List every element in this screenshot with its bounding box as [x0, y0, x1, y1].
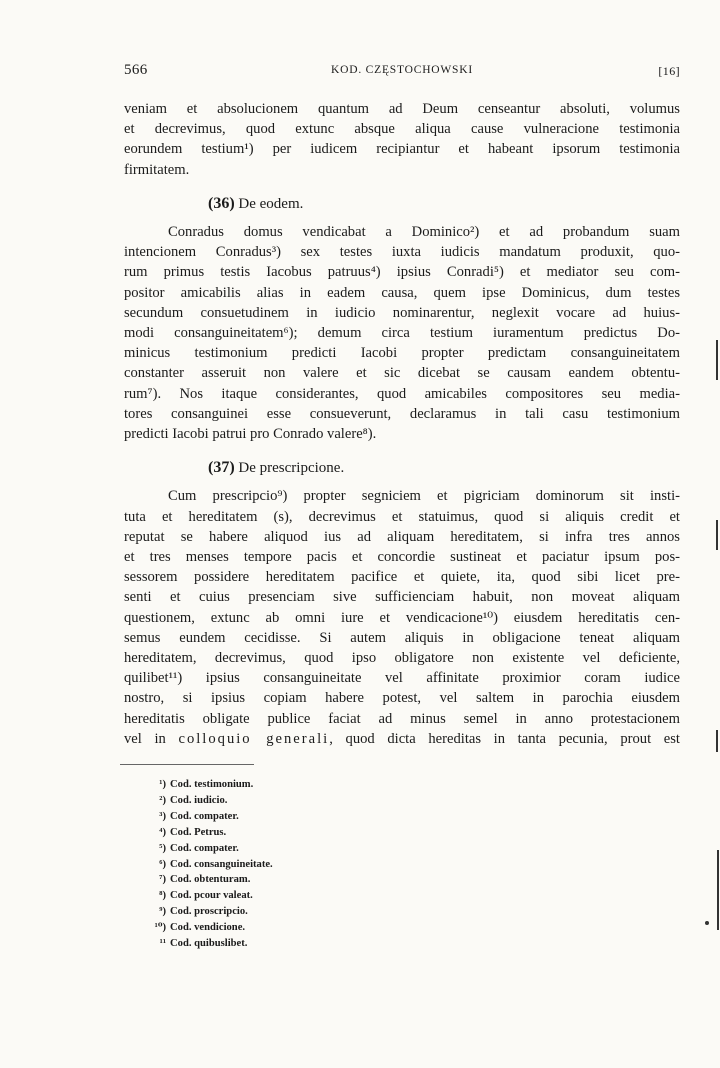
scan-dot: [705, 921, 709, 925]
page-number: 566: [124, 62, 148, 78]
text-fragment: , quod dicta hereditas in tanta pecunia, prout est: [329, 730, 680, 747]
footnote-divider: [120, 764, 254, 765]
text-line: et decrevimus, quod extunc absque aliqua cause vulneracione testimonia: [124, 121, 680, 138]
footnote-number: ³): [159, 810, 166, 822]
scan-edge-mark: [716, 730, 718, 752]
text-line: predicti Iacobi patrui pro Conrado valere⁸).: [124, 426, 377, 443]
footnote-text: Cod. proscripcio.: [170, 906, 248, 918]
footnote-text: Cod. compater.: [170, 842, 239, 854]
footnote-number: ¹⁰): [154, 922, 166, 934]
footnote-number: ⁵): [159, 842, 166, 854]
intro-paragraph: [124, 99, 680, 180]
footnote-number: ⁶): [159, 858, 166, 870]
text-line: rum primus testis Iacobus patruus⁴) ipsius Conradi⁵) et mediator seu com-: [124, 264, 680, 281]
text-line: rum⁷). Nos itaque considerantes, quod amicabiles compositores seu media-: [124, 385, 680, 402]
footnote-text: Cod. Petrus.: [170, 826, 227, 838]
section-marker: [16]: [658, 64, 680, 78]
scan-edge-mark: [717, 850, 719, 930]
section-title: De eodem.: [238, 195, 304, 212]
section-heading-37: [124, 458, 680, 478]
footnote: [146, 825, 273, 841]
text-line: tuta et hereditatem (s), decrevimus et statuimus, quod si aliquis credit et: [124, 508, 680, 525]
footnote: [146, 777, 273, 793]
footnote-text: Cod. obtenturam.: [170, 874, 251, 886]
text-line: veniam et absolucionem quantum ad Deum censeantur absoluti, volumus: [124, 101, 680, 117]
text-line: semus eundem cecidisse. Si autem aliquis in obligacione teneat aliquam: [124, 629, 680, 646]
section-37-paragraph: [124, 486, 680, 749]
footnote: [146, 872, 273, 888]
text-line: nostro, si ipsius copiam habere potest, vel saltem in parochia eiusdem: [124, 690, 680, 707]
spaced-emphasis: colloquio generali: [178, 730, 330, 747]
text-line: positor amicabilis alias in eadem causa, quem ipse Dominicus, dum testes: [124, 284, 680, 301]
footnote-text: Cod. consanguineitate.: [170, 858, 273, 870]
scan-edge-mark: [716, 340, 718, 380]
section-heading-36: [124, 194, 680, 214]
footnote-number: ⁷): [159, 874, 166, 886]
running-header: [124, 64, 680, 84]
footnote: [146, 841, 273, 857]
text-line: intencionem Conradus³) sex testes iuxta iudicis mandatum produxit, quo-: [124, 244, 680, 261]
text-line: Cum prescripcio⁹) propter segniciem et pigriciam dominorum sit insti-: [168, 488, 680, 505]
text-line: eorundem testium¹) per iudicem recipiantur et habeant ipsorum testimonia: [124, 141, 680, 158]
footnote-number: ¹¹: [159, 938, 166, 950]
footnote-number: ⁸): [159, 890, 166, 902]
scan-edge-mark: [716, 520, 718, 550]
footnote-text: Cod. vendicione.: [170, 922, 246, 934]
text-line: firmitatem.: [124, 161, 190, 178]
footnote-number: ⁹): [159, 906, 166, 918]
text-line: secundum consuetudinem in iudicio nominarentur, neglexit vocare ad huius-: [124, 304, 680, 321]
section-number: (36): [208, 194, 235, 212]
footnote: [146, 888, 273, 904]
text-line: reputat se habere aliquod ius ad aliquam hereditatem, si infra tres annos: [124, 528, 680, 545]
footnote: [146, 857, 273, 873]
text-line: [124, 729, 680, 749]
footnote: [146, 904, 273, 920]
section-number: (37): [208, 459, 235, 477]
footnote-text: Cod. testimonium.: [170, 779, 254, 790]
text-line: Conradus domus vendicabat a Dominico²) et ad probandum suam: [168, 224, 680, 241]
main-text: [124, 99, 680, 749]
footnotes: [146, 777, 273, 952]
footnote-text: Cod. pcour valeat.: [170, 890, 253, 902]
footnote-text: Cod. iudicio.: [170, 794, 228, 806]
text-line: questionem, extunc ab omni iure et vendicacione¹⁰) eiusdem hereditatis cen-: [124, 609, 680, 626]
section-title: De prescripcione.: [238, 460, 345, 477]
section-36-paragraph: [124, 222, 680, 444]
running-title: KOD. CZĘSTOCHOWSKI: [331, 64, 473, 76]
footnote: [146, 920, 273, 936]
footnote-number: ⁴): [159, 826, 166, 838]
text-line: hereditatis obligate publice faciat ad minus semel in anno protestacionem: [124, 710, 680, 727]
text-line: et tres menses tempore pacis et concordie sustineat et paciatur ipsum pos-: [124, 549, 680, 566]
footnote: [146, 809, 273, 825]
text-line: modi consanguineitatem⁶); demum circa testium iuramentum predictus Do-: [124, 325, 680, 342]
footnote-text: Cod. quibuslibet.: [170, 938, 248, 950]
footnote: [146, 793, 273, 809]
text-line: tores consanguinei esse consueverunt, declaramus in tali casu testimonium: [124, 405, 680, 422]
text-line: minicus testimonium predicti Iacobi propter predictam consanguineitatem: [124, 345, 680, 362]
footnote-number: ¹): [159, 779, 166, 790]
text-line: hereditatem, decrevimus, quod ipso obligatore non existente vel deficiente,: [124, 650, 680, 667]
footnote-text: Cod. compater.: [170, 810, 239, 822]
text-line: senti et cuius presenciam sive sufficienciam habuit, non moveat aliquam: [124, 589, 680, 606]
footnote-number: ²): [159, 794, 166, 806]
footnote: [146, 936, 273, 952]
text-line: quilibet¹¹) ipsius consanguineitate vel affinitate proximior coram iudice: [124, 670, 680, 687]
text-fragment: vel in: [124, 730, 179, 747]
text-line: sessorem possidere hereditatem pacifice et quiete, ita, quod sibi licet pre-: [124, 569, 680, 586]
text-line: constanter asseruit non valere et sic dicebat se causam eandem obtentu-: [124, 365, 680, 382]
